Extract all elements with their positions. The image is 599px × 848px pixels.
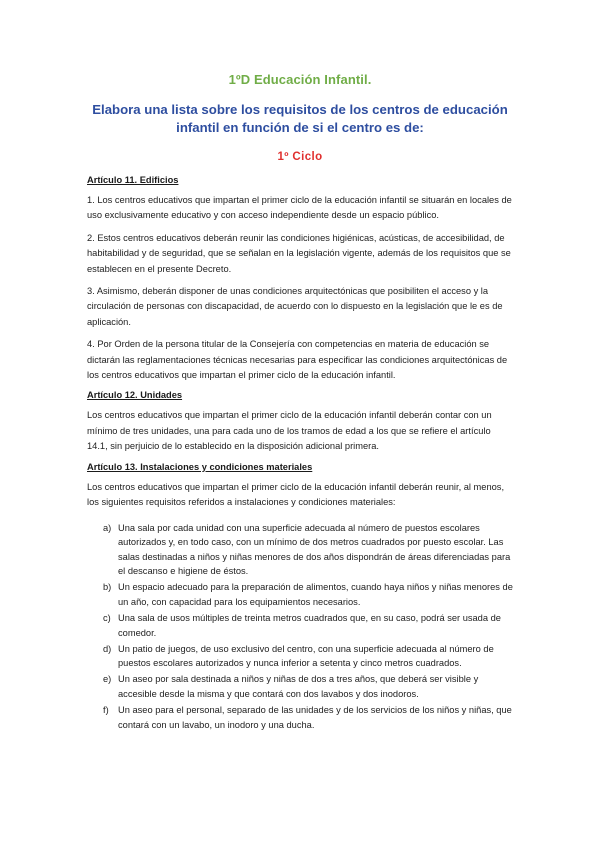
article-heading: Artículo 12. Unidades <box>87 390 183 401</box>
course-title: 1ºD Educación Infantil. <box>228 72 372 87</box>
list-item <box>103 703 513 732</box>
list-marker: e) <box>103 674 112 685</box>
list-item-text: Un aseo por sala destinada a niños y niñas de dos a tres años, que deberá ser visible y accesible desde la misma y que contará con dos lavabos y dos inodoros. <box>118 674 479 700</box>
article-heading: Artículo 11. Edificios <box>87 175 179 185</box>
list-item-text: Un espacio adecuado para la preparación de alimentos, cuando haya niños y niñas menores de un año, con capacidad para los equipamientos necesarios. <box>118 582 513 607</box>
list-item <box>103 611 513 640</box>
list-item <box>103 672 513 701</box>
cycle-title: 1º Ciclo <box>277 151 323 163</box>
list-marker: d) <box>103 643 112 654</box>
paragraph: Los centros educativos que impartan el primer ciclo de la educación infantil deberán contar con un mínimo de tres unidades, una para cada uno de los tramos de edad a los que se refiere el artículo 14.1, sin perjuicio de lo establecido en la disposición adicional primera. <box>87 410 492 452</box>
list-item-text: Una sala de usos múltiples de treinta metros cuadrados que, en su caso, podrá ser usada de comedor. <box>118 613 501 638</box>
paragraph: 2. Estos centros educativos deberán reunir las condiciones higiénicas, acústicas, de accesibilidad, de habitabilidad y de seguridad, que se señalan en la legislación vigente, además de los requisitos que se establecen en el presente Decreto. <box>87 232 511 274</box>
list-marker: c) <box>103 613 111 624</box>
requirements-list <box>103 521 513 733</box>
paragraph: Los centros educativos que impartan el primer ciclo de la educación infantil deberán reunir, al menos, los siguientes requisitos referidos a instalaciones y condiciones materiales: <box>87 481 505 508</box>
task-title: Elabora una lista sobre los requisitos de los centros de educación infantil en función de si el centro es de: <box>92 102 508 135</box>
list-marker: f) <box>103 705 109 716</box>
paragraph: 4. Por Orden de la persona titular de la Consejería con competencias en materia de educación se dictarán las reglamentaciones técnicas necesarias para especificar las condiciones arquitectónicas de los centros educativos que impartan el primer ciclo de la educación infantil. <box>87 339 508 381</box>
list-item <box>103 580 513 609</box>
list-marker: b) <box>103 582 112 593</box>
article-heading: Artículo 13. Instalaciones y condiciones materiales <box>87 461 313 472</box>
paragraph: 1. Los centros educativos que impartan el primer ciclo de la educación infantil se situarán en locales de uso exclusivamente educativo y con acceso independiente desde un espacio público. <box>87 195 512 221</box>
paragraph: 3. Asimismo, deberán disponer de unas condiciones arquitectónicas que posibiliten el acceso y la circulación de personas con discapacidad, de acuerdo con lo dispuesto en la legislación que le es de aplicación. <box>87 286 503 327</box>
list-item-text: Una sala por cada unidad con una superficie adecuada al número de puestos escolares autorizados y, en todo caso, con un mínimo de dos metros cuadrados por puesto escolar. Las salas destinadas a niños y niñas menores de dos años dispondrán de áreas diferenciadas para el descanso e higiene de éstos. <box>118 522 511 577</box>
list-item <box>103 521 513 579</box>
list-item-text: Un aseo para el personal, separado de las unidades y de los servicios de los niños y niñas, que contará con un lavabo, un inodoro y una ducha. <box>118 705 512 730</box>
list-item <box>103 642 513 671</box>
list-marker: a) <box>103 522 112 533</box>
list-item-text: Un patio de juegos, de uso exclusivo del centro, con una superficie adecuada al número de puestos escolares autorizados y nunca inferior a setenta y cinco metros cuadrados. <box>118 643 494 669</box>
